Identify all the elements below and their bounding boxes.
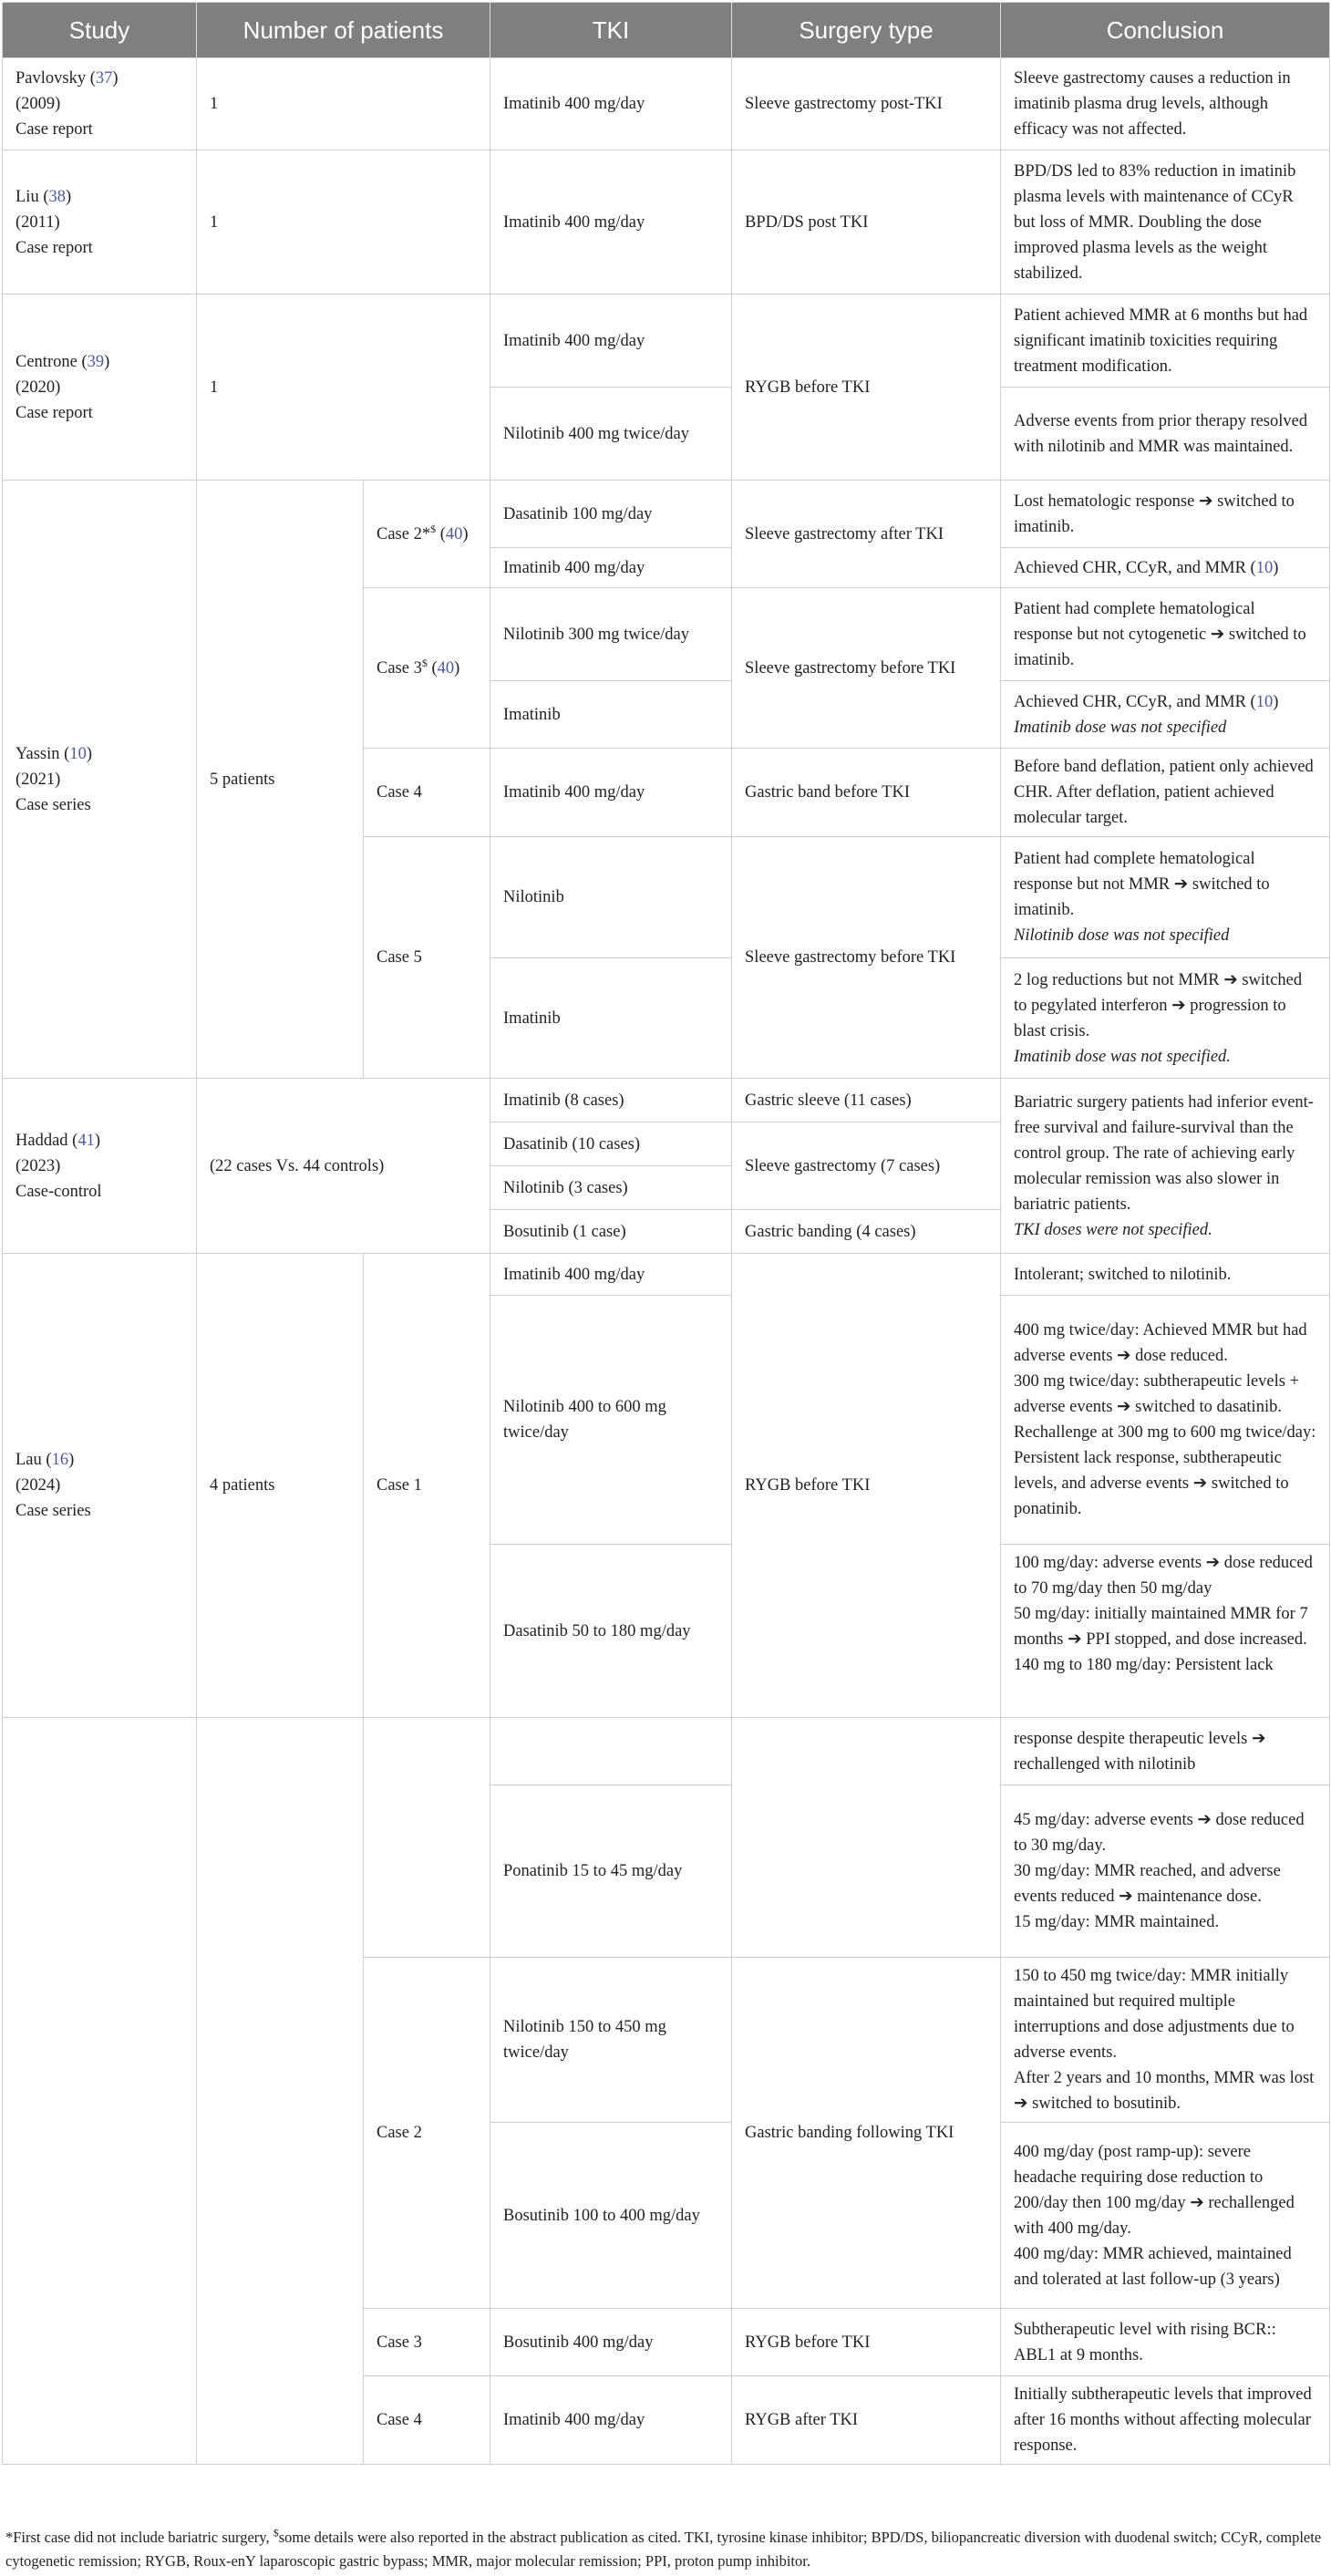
header-patients: Number of patients xyxy=(197,3,490,58)
conclusion-cell: 100 mg/day: adverse events ➔ dose reduced to 70 mg/day then 50 mg/day 50 mg/day: initially maintained MMR for 7 months ➔ PPI stopped, and dose increased. 140 mg to 180 mg/day: Persistent lack xyxy=(1001,1545,1330,1718)
conclusion-cell: Adverse events from prior therapy resolved with nilotinib and MMR was maintained. xyxy=(1001,388,1330,481)
conclusion-cell: 45 mg/day: adverse events ➔ dose reduced to 30 mg/day. 30 mg/day: MMR reached, and adverse events reduced ➔ maintenance dose. 15 mg/day: MMR maintained. xyxy=(1001,1785,1330,1958)
conclusion-cell: 150 to 450 mg twice/day: MMR initially maintained but required multiple interruptions and dose adjustments due to adverse events. After 2 years and 10 months, MMR was lost ➔ switched to bosutinib. xyxy=(1001,1958,1330,2123)
study-cell: Haddad (41) (2023) Case-control xyxy=(3,1079,197,1254)
conclusion-cell: Achieved CHR, CCyR, and MMR (10) Imatinib dose was not specified xyxy=(1001,681,1330,749)
header-surgery: Surgery type xyxy=(732,3,1001,58)
tki-cell: Bosutinib 100 to 400 mg/day xyxy=(490,2123,732,2309)
conclusion-cell: response despite therapeutic levels ➔ rechallenged with nilotinib xyxy=(1001,1718,1330,1785)
patients-cell: 5 patients xyxy=(197,481,364,1079)
tki-cell: Dasatinib 50 to 180 mg/day xyxy=(490,1545,732,1718)
tki-cell: Nilotinib 150 to 450 mg twice/day xyxy=(490,1958,732,2123)
case-cell: Case 3 xyxy=(364,2309,490,2376)
tki-cell: Imatinib 400 mg/day xyxy=(490,749,732,837)
surgery-cell: BPD/DS post TKI xyxy=(732,150,1001,295)
header-tki: TKI xyxy=(490,3,732,58)
tki-cell: Nilotinib 300 mg twice/day xyxy=(490,588,732,681)
surgery-cell: Gastric band before TKI xyxy=(732,749,1001,837)
tki-cell: Imatinib 400 mg/day xyxy=(490,548,732,588)
tki-cell: Imatinib 400 mg/day xyxy=(490,58,732,150)
table-row xyxy=(3,1079,1330,1122)
tki-cell: Imatinib xyxy=(490,681,732,749)
study-cell: Yassin (10) (2021) Case series xyxy=(3,481,197,1079)
case-cell: Case 2*$ (40) xyxy=(364,481,490,588)
tki-cell: Nilotinib (3 cases) xyxy=(490,1166,732,1210)
surgery-cell: Gastric sleeve (11 cases) xyxy=(732,1079,1001,1122)
studies-table xyxy=(2,2,1330,2465)
citation-link[interactable]: 38 xyxy=(48,187,66,206)
case-cell-continued xyxy=(364,1718,490,1958)
tki-cell: Imatinib (8 cases) xyxy=(490,1079,732,1122)
conclusion-cell: Before band deflation, patient only achieved CHR. After deflation, patient achieved molecular target. xyxy=(1001,749,1330,837)
patients-cell: 1 xyxy=(197,150,490,295)
tki-cell: Dasatinib (10 cases) xyxy=(490,1122,732,1166)
header-row xyxy=(3,3,1330,58)
case-cell: Case 1 xyxy=(364,1254,490,1718)
conclusion-cell: Initially subtherapeutic levels that improved after 16 months without affecting molecular response. xyxy=(1001,2376,1330,2465)
case-cell: Case 3$ (40) xyxy=(364,588,490,749)
patients-cell: 1 xyxy=(197,295,490,481)
citation-link[interactable]: 10 xyxy=(69,744,87,763)
conclusion-cell: Achieved CHR, CCyR, and MMR (10) xyxy=(1001,548,1330,588)
header-study: Study xyxy=(3,3,197,58)
table-row xyxy=(3,481,1330,548)
surgery-cell: RYGB before TKI xyxy=(732,2309,1001,2376)
surgery-cell: Gastric banding following TKI xyxy=(732,1958,1001,2309)
table-row xyxy=(3,58,1330,150)
conclusion-cell: 400 mg/day (post ramp-up): severe headache requiring dose reduction to 200/day then 100 mg/day ➔ rechallenged with 400 mg/day. 400 mg/day: MMR achieved, maintained and tolerated at last follow-up (3 years) xyxy=(1001,2123,1330,2309)
surgery-cell: Sleeve gastrectomy before TKI xyxy=(732,837,1001,1079)
conclusion-cell: Bariatric surgery patients had inferior event-free survival and failure-survival than the control group. The rate of achieving early molecular remission was also slower in bariatric patients. TKI doses were not specified. xyxy=(1001,1079,1330,1254)
patients-cell: 1 xyxy=(197,58,490,150)
tki-cell: Ponatinib 15 to 45 mg/day xyxy=(490,1785,732,1958)
citation-link[interactable]: 10 xyxy=(1255,558,1274,577)
conclusion-cell: Lost hematologic response ➔ switched to imatinib. xyxy=(1001,481,1330,548)
patients-cell: 4 patients xyxy=(197,1254,364,1718)
header-conclusion: Conclusion xyxy=(1001,3,1330,58)
conclusion-cell: 2 log reductions but not MMR ➔ switched to pegylated interferon ➔ progression to blast crisis. Imatinib dose was not specified. xyxy=(1001,958,1330,1079)
surgery-cell: Sleeve gastrectomy post-TKI xyxy=(732,58,1001,150)
citation-link[interactable]: 10 xyxy=(1255,692,1274,711)
surgery-cell-continued xyxy=(732,1718,1001,1958)
citation-link[interactable]: 40 xyxy=(437,658,455,678)
tki-cell: Nilotinib xyxy=(490,837,732,958)
patients-cell-continued xyxy=(197,1718,364,2465)
surgery-cell: Gastric banding (4 cases) xyxy=(732,1210,1001,1254)
case-cell: Case 5 xyxy=(364,837,490,1079)
surgery-cell: RYGB before TKI xyxy=(732,1254,1001,1718)
citation-link[interactable]: 37 xyxy=(95,69,113,88)
study-cell: Pavlovsky (37) (2009) Case report xyxy=(3,58,197,150)
conclusion-cell: 400 mg twice/day: Achieved MMR but had adverse events ➔ dose reduced. 300 mg twice/day: subtherapeutic levels + adverse events ➔ switched to dasatinib. Rechallenge at 300 mg to 600 mg twice/day: Persistent lack response, subtherapeutic levels, and adverse events ➔ switched to ponatinib. xyxy=(1001,1296,1330,1545)
tki-cell: Dasatinib 100 mg/day xyxy=(490,481,732,548)
surgery-cell: Sleeve gastrectomy (7 cases) xyxy=(732,1122,1001,1210)
case-cell: Case 2 xyxy=(364,1958,490,2309)
citation-link[interactable]: 39 xyxy=(87,352,105,371)
table-row xyxy=(3,1254,1330,1296)
citation-link[interactable]: 16 xyxy=(51,1451,69,1469)
tki-cell: Imatinib 400 mg/day xyxy=(490,1254,732,1296)
study-cell: Lau (16) (2024) Case series xyxy=(3,1254,197,1718)
tki-cell: Nilotinib 400 to 600 mg twice/day xyxy=(490,1296,732,1545)
study-cell: Centrone (39) (2020) Case report xyxy=(3,295,197,481)
tki-cell-continued xyxy=(490,1718,732,1785)
tki-cell: Imatinib 400 mg/day xyxy=(490,150,732,295)
patients-cell: (22 cases Vs. 44 controls) xyxy=(197,1079,490,1254)
study-cell-continued xyxy=(3,1718,197,2465)
conclusion-cell: Patient achieved MMR at 6 months but had significant imatinib toxicities requiring treatment modification. xyxy=(1001,295,1330,388)
tki-cell: Bosutinib (1 case) xyxy=(490,1210,732,1254)
tki-cell: Nilotinib 400 mg twice/day xyxy=(490,388,732,481)
citation-link[interactable]: 40 xyxy=(445,524,463,543)
case-cell: Case 4 xyxy=(364,749,490,837)
study-cell: Liu (38) (2011) Case report xyxy=(3,150,197,295)
table-row xyxy=(3,150,1330,295)
conclusion-cell: Patient had complete hematological response but not cytogenetic ➔ switched to imatinib. xyxy=(1001,588,1330,681)
conclusion-cell: Sleeve gastrectomy causes a reduction in imatinib plasma drug levels, although efficacy was not affected. xyxy=(1001,58,1330,150)
table-row xyxy=(3,295,1330,388)
surgery-cell: RYGB after TKI xyxy=(732,2376,1001,2465)
surgery-cell: Sleeve gastrectomy after TKI xyxy=(732,481,1001,588)
case-cell: Case 4 xyxy=(364,2376,490,2465)
tki-cell: Imatinib xyxy=(490,958,732,1079)
surgery-cell: RYGB before TKI xyxy=(732,295,1001,481)
conclusion-cell: Subtherapeutic level with rising BCR:: ABL1 at 9 months. xyxy=(1001,2309,1330,2376)
tki-cell: Imatinib 400 mg/day xyxy=(490,2376,732,2465)
conclusion-cell: BPD/DS led to 83% reduction in imatinib plasma levels with maintenance of CCyR but loss of MMR. Doubling the dose improved plasma levels as the weight stabilized. xyxy=(1001,150,1330,295)
conclusion-cell: Patient had complete hematological response but not MMR ➔ switched to imatinib. Nilotinib dose was not specified xyxy=(1001,837,1330,958)
table-footnote: *First case did not include bariatric surgery, $some details were also reported in the abstract publication as cited. TKI, tyrosine kinase inhibitor; BPD/DS, biliopancreatic diversion with duodenal switch; CCyR, complete cytogenetic remission; RYGB, Roux-enY laparoscopic gastric bypass; MMR, major molecular remission; PPI, proton pump inhibitor. xyxy=(5,2526,1322,2570)
citation-link[interactable]: 41 xyxy=(77,1131,95,1150)
table-row xyxy=(3,1718,1330,1785)
surgery-cell: Sleeve gastrectomy before TKI xyxy=(732,588,1001,749)
conclusion-cell: Intolerant; switched to nilotinib. xyxy=(1001,1254,1330,1296)
tki-cell: Bosutinib 400 mg/day xyxy=(490,2309,732,2376)
tki-cell: Imatinib 400 mg/day xyxy=(490,295,732,388)
